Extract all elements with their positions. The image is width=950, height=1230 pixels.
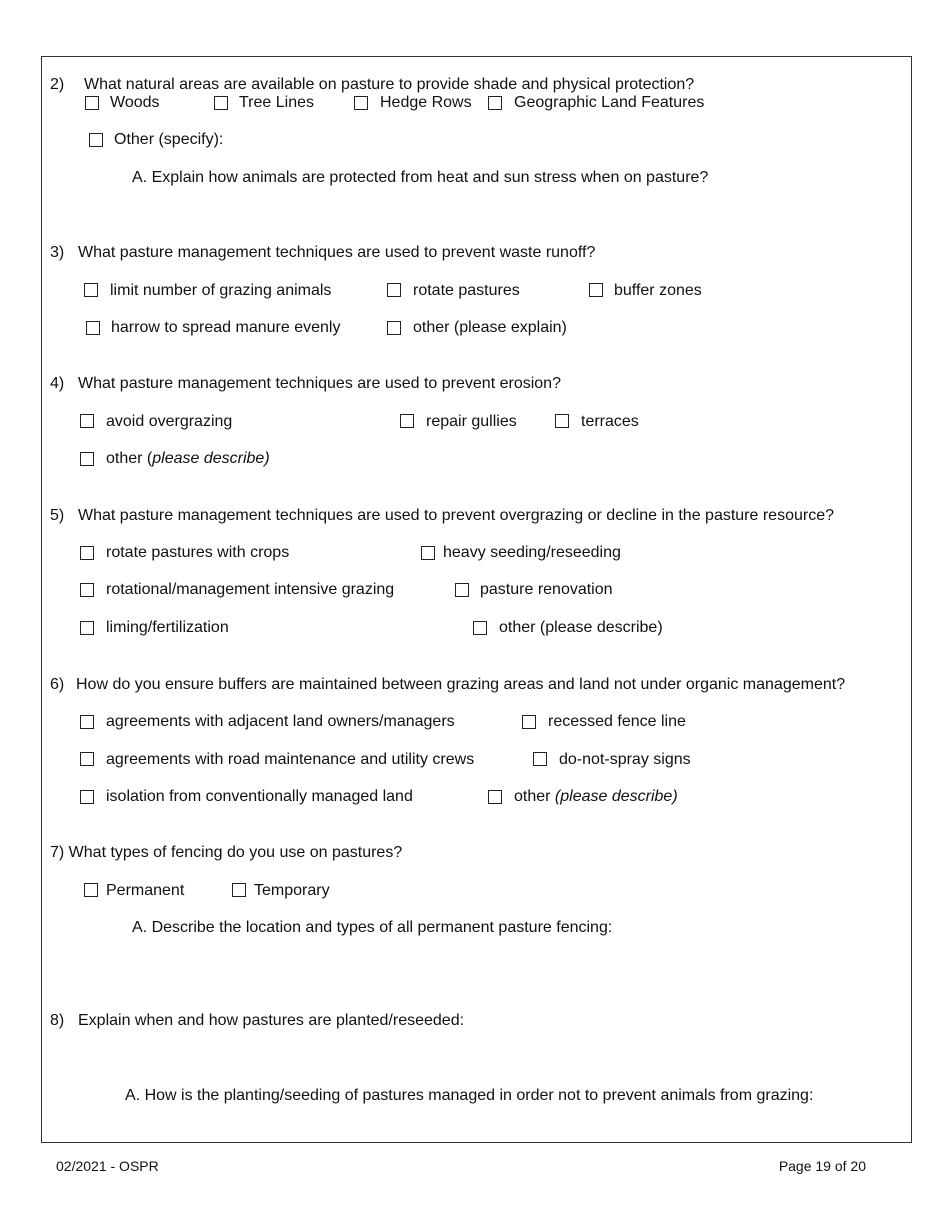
q2-tree-lines-checkbox[interactable] bbox=[214, 96, 228, 110]
q6-isolation-checkbox[interactable] bbox=[80, 790, 94, 804]
q3-harrow-checkbox[interactable] bbox=[86, 321, 100, 335]
q2-hedge-rows-checkbox[interactable] bbox=[354, 96, 368, 110]
q2-number: 2) bbox=[50, 76, 65, 93]
q3-buffer-label: buffer zones bbox=[614, 282, 702, 299]
q2-geographic-checkbox[interactable] bbox=[488, 96, 502, 110]
q6-signs-label: do-not-spray signs bbox=[559, 751, 691, 768]
form-frame bbox=[41, 56, 912, 1143]
q6-signs-checkbox[interactable] bbox=[533, 752, 547, 766]
q2-other-label: Other (specify): bbox=[114, 131, 224, 148]
q6-other-prefix: other bbox=[514, 788, 555, 805]
q4-other-label bbox=[106, 450, 270, 468]
q4-avoid-label: avoid overgrazing bbox=[106, 413, 233, 430]
q5-other-label: other (please describe) bbox=[499, 619, 663, 636]
q8-text: Explain when and how pastures are planted/reseeded: bbox=[78, 1012, 465, 1029]
q3-text: What pasture management techniques are used to prevent waste runoff? bbox=[78, 244, 596, 261]
q7-temporary-label: Temporary bbox=[254, 882, 330, 899]
q5-rotate-crops-checkbox[interactable] bbox=[80, 546, 94, 560]
q2-woods-label: Woods bbox=[110, 94, 160, 111]
q3-number: 3) bbox=[50, 244, 65, 261]
q2-tree-lines-label: Tree Lines bbox=[239, 94, 314, 111]
q6-adjacent-label: agreements with adjacent land owners/managers bbox=[106, 713, 455, 730]
q5-heavy-seeding-label: heavy seeding/reseeding bbox=[443, 544, 621, 561]
q3-limit-label: limit number of grazing animals bbox=[110, 282, 332, 299]
q5-text: What pasture management techniques are used to prevent overgrazing or decline in the pasture resource? bbox=[78, 507, 834, 524]
q6-other-italic: (please describe) bbox=[554, 788, 678, 805]
q2-geographic-label: Geographic Land Features bbox=[514, 94, 705, 111]
q5-other-checkbox[interactable] bbox=[473, 621, 487, 635]
q2-other-checkbox[interactable] bbox=[89, 133, 103, 147]
q6-other-checkbox[interactable] bbox=[488, 790, 502, 804]
q7a-text: A. Describe the location and types of all permanent pasture fencing: bbox=[132, 919, 613, 936]
q5-rotational-label: rotational/management intensive grazing bbox=[106, 581, 395, 598]
q7-temporary-checkbox[interactable] bbox=[232, 883, 246, 897]
q6-adjacent-checkbox[interactable] bbox=[80, 715, 94, 729]
q8a-text: A. How is the planting/seeding of pastures managed in order not to prevent animals from grazing: bbox=[125, 1087, 814, 1104]
q5-liming-label: liming/fertilization bbox=[106, 619, 229, 636]
q4-other-italic: please describe) bbox=[152, 450, 270, 467]
q6-isolation-label: isolation from conventionally managed land bbox=[106, 788, 413, 805]
q3-rotate-checkbox[interactable] bbox=[387, 283, 401, 297]
q4-gullies-label: repair gullies bbox=[426, 413, 517, 430]
q4-avoid-checkbox[interactable] bbox=[80, 414, 94, 428]
q7-permanent-checkbox[interactable] bbox=[84, 883, 98, 897]
q5-renovation-checkbox[interactable] bbox=[455, 583, 469, 597]
q2a-text: A. Explain how animals are protected from heat and sun stress when on pasture? bbox=[132, 169, 709, 186]
q4-other-checkbox[interactable] bbox=[80, 452, 94, 466]
q5-liming-checkbox[interactable] bbox=[80, 621, 94, 635]
q5-rotational-checkbox[interactable] bbox=[80, 583, 94, 597]
footer-form-id: 02/2021 - OSPR bbox=[56, 1158, 159, 1174]
q4-text: What pasture management techniques are used to prevent erosion? bbox=[78, 375, 561, 392]
q3-buffer-checkbox[interactable] bbox=[589, 283, 603, 297]
q5-rotate-crops-label: rotate pastures with crops bbox=[106, 544, 290, 561]
q6-road-checkbox[interactable] bbox=[80, 752, 94, 766]
q5-renovation-label: pasture renovation bbox=[480, 581, 613, 598]
q8-number: 8) bbox=[50, 1012, 65, 1029]
q7-text: 7) What types of fencing do you use on pastures? bbox=[50, 844, 403, 861]
q7-permanent-label: Permanent bbox=[106, 882, 185, 899]
q3-other-checkbox[interactable] bbox=[387, 321, 401, 335]
q3-harrow-label: harrow to spread manure evenly bbox=[111, 319, 341, 336]
q4-other-prefix: other ( bbox=[106, 450, 153, 467]
q4-gullies-checkbox[interactable] bbox=[400, 414, 414, 428]
q2-text: What natural areas are available on pasture to provide shade and physical protection? bbox=[84, 76, 695, 93]
q6-recessed-label: recessed fence line bbox=[548, 713, 686, 730]
q6-recessed-checkbox[interactable] bbox=[522, 715, 536, 729]
q3-rotate-label: rotate pastures bbox=[413, 282, 520, 299]
q4-number: 4) bbox=[50, 375, 65, 392]
q4-terraces-label: terraces bbox=[581, 413, 639, 430]
q5-heavy-seeding-checkbox[interactable] bbox=[421, 546, 435, 560]
q6-number: 6) bbox=[50, 676, 65, 693]
footer-page-number: Page 19 of 20 bbox=[778, 1158, 866, 1174]
q6-other-label bbox=[514, 788, 678, 806]
q3-other-label: other (please explain) bbox=[413, 319, 567, 336]
q2-woods-checkbox[interactable] bbox=[85, 96, 99, 110]
q4-terraces-checkbox[interactable] bbox=[555, 414, 569, 428]
q5-number: 5) bbox=[50, 507, 65, 524]
q6-road-label: agreements with road maintenance and utility crews bbox=[106, 751, 475, 768]
q3-limit-checkbox[interactable] bbox=[84, 283, 98, 297]
q2-hedge-rows-label: Hedge Rows bbox=[380, 94, 472, 111]
q6-text: How do you ensure buffers are maintained between grazing areas and land not under organic management? bbox=[76, 676, 846, 693]
